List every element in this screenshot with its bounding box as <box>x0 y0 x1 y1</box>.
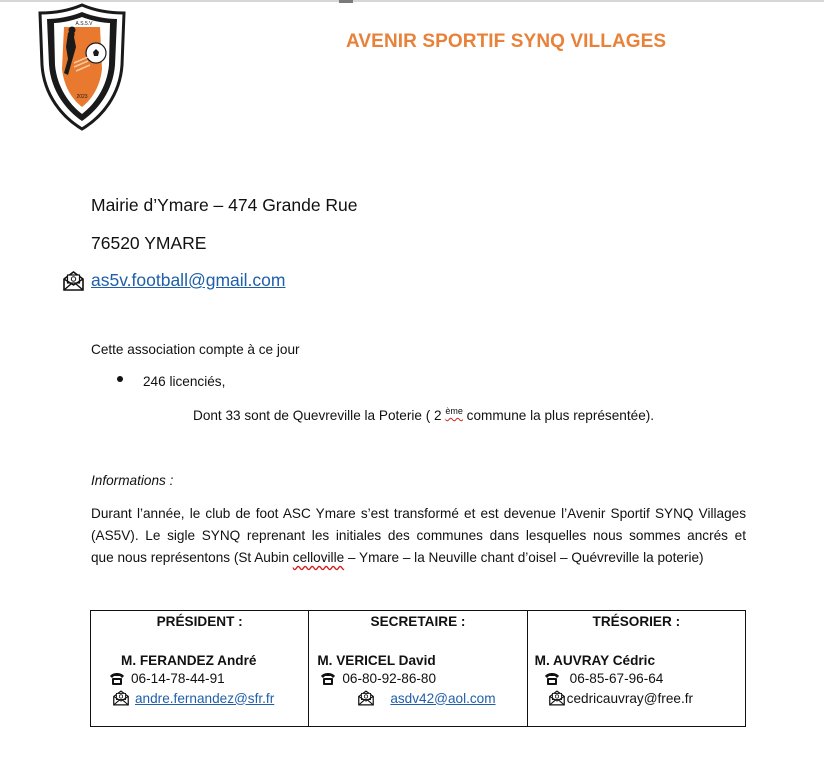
board-role: PRÉSIDENT : <box>156 614 243 629</box>
board-name: M. AUVRAY Cédric <box>534 653 656 668</box>
info-line-3-end: – Ymare – la Neuville chant d’oisel – Quévreville la poterie) <box>344 550 704 565</box>
board-email-row <box>549 690 693 706</box>
stats-intro: Cette association compte à ce jour <box>91 342 300 357</box>
board-phone: 06-80-92-86-80 <box>342 671 437 686</box>
page-title: AVENIR SPORTIF SYNQ VILLAGES <box>346 31 667 52</box>
page-top-border <box>0 0 824 2</box>
board-email: cedricauvray@free.fr <box>566 690 694 706</box>
stats-detail-after: commune la plus représentée). <box>462 408 655 423</box>
club-email-link[interactable]: as5v.football@gmail.com <box>91 270 286 290</box>
info-paragraph <box>91 503 746 569</box>
info-line-3 <box>91 547 746 569</box>
bullet-point <box>117 376 123 382</box>
board-phone-row <box>109 671 225 686</box>
telephone-icon <box>544 672 560 685</box>
logo-text: A.S.5.V <box>75 21 93 27</box>
info-heading: Informations : <box>91 473 174 488</box>
info-line-3-misspelled: celloville <box>292 550 345 565</box>
board-phone: 06-85-67-96-64 <box>569 671 664 686</box>
board-phone-row <box>320 671 436 686</box>
board-email-link[interactable]: asdv42@aol.com <box>390 690 496 706</box>
board-name: M. FERANDEZ André <box>121 653 257 668</box>
stats-detail-superscript: ème <box>445 406 463 416</box>
address-line-1: Mairie d’Ymare – 474 Grande Rue <box>91 195 358 215</box>
envelope-icon <box>358 690 374 706</box>
ruler-marker <box>339 0 353 3</box>
board-email-row <box>113 690 274 706</box>
envelope-icon <box>549 690 565 706</box>
envelope-icon <box>113 690 129 706</box>
address-line-2: 76520 YMARE <box>91 233 207 253</box>
stats-detail-before: Dont 33 sont de Quevreville la Poterie ( 2 <box>193 408 446 423</box>
telephone-icon <box>109 672 125 685</box>
info-line-1: Durant l’année, le club de foot ASC Ymare s’est transformé et est devenue l’Avenir Sportif SYNQ Villages <box>91 506 746 521</box>
board-cell-secretary <box>309 611 527 727</box>
info-line-3-start: que nous représentons (St Aubin <box>91 550 293 565</box>
board-name: M. VERICEL David <box>317 653 436 668</box>
board-phone-row <box>544 671 664 686</box>
stats-detail <box>193 408 654 423</box>
logo-year: 2023 <box>76 94 88 100</box>
board-table <box>90 610 746 727</box>
board-cell-president <box>91 611 309 727</box>
board-email-link[interactable]: andre.fernandez@sfr.fr <box>135 690 275 706</box>
board-phone: 06-14-78-44-91 <box>131 671 225 686</box>
board-email-row <box>358 690 495 706</box>
board-cell-treasurer <box>527 611 745 727</box>
board-role: SECRETAIRE : <box>370 614 466 629</box>
envelope-icon <box>63 271 84 291</box>
club-crest-logo <box>38 3 126 131</box>
telephone-icon <box>320 672 336 685</box>
info-line-2: (AS5V). Le sigle SYNQ reprenant les initiales des communes dans lesquelles nous sommes ancrés et <box>91 528 746 543</box>
board-role: TRÉSORIER : <box>592 614 681 629</box>
stats-licencies: 246 licenciés, <box>143 374 226 389</box>
club-email-row <box>63 270 285 291</box>
